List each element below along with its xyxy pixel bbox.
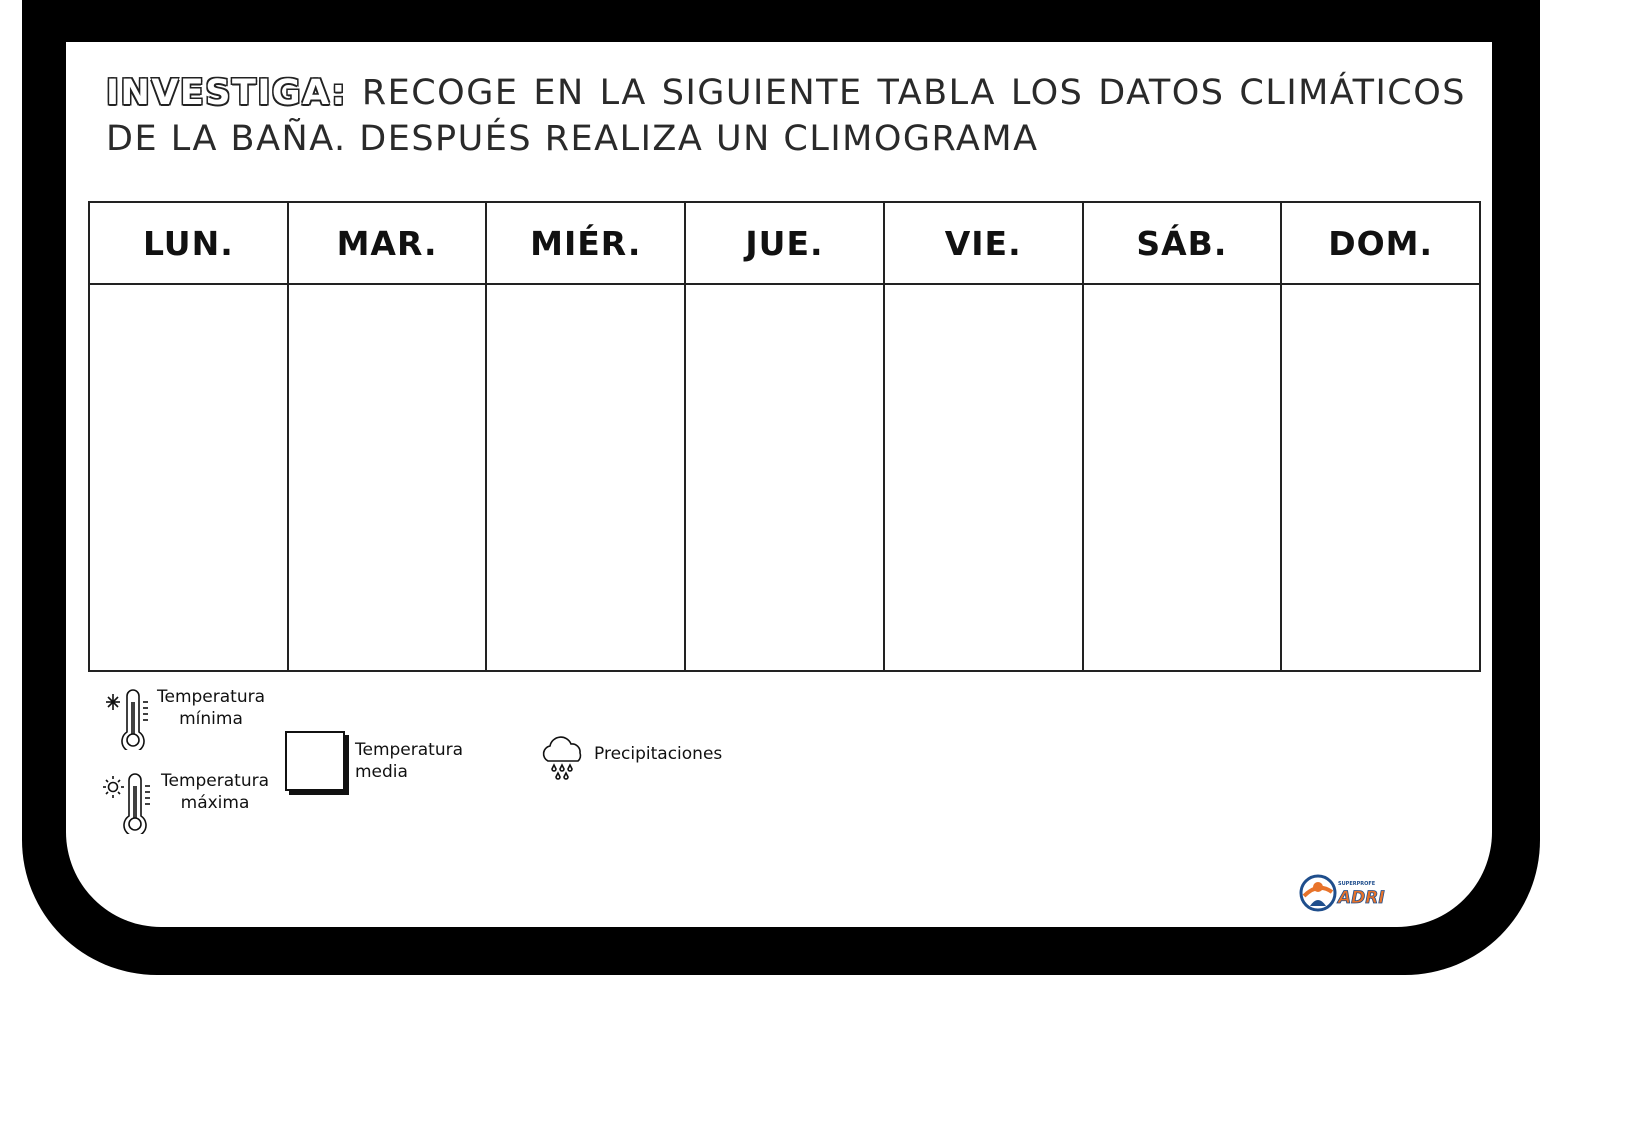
day-header-mar: MAR. [288, 202, 487, 284]
legend-precipitation [538, 735, 722, 781]
cell-jue[interactable] [685, 284, 884, 671]
frame-bottom-tab [329, 927, 569, 973]
day-header-lun: LUN. [89, 202, 288, 284]
legend-temp-max-line2: máxima [180, 793, 250, 813]
legend-temp-min-line1: Temperatura [157, 687, 266, 707]
title-instruction: RECOGE EN LA SIGUIENTE TABLA LOS DATOS CLIMÁTICOS DE LA BAÑA. DESPUÉS REALIZA UN CLIMOGRAMA [106, 73, 1466, 159]
cell-vie[interactable] [884, 284, 1083, 671]
weather-table [88, 201, 1481, 672]
square-swatch-icon [285, 731, 345, 791]
day-header-sab: SÁB. [1083, 202, 1282, 284]
day-header-mier: MIÉR. [486, 202, 685, 284]
day-header-vie: VIE. [884, 202, 1083, 284]
svg-text:ADRI: ADRI [1338, 888, 1385, 908]
cell-mier[interactable] [486, 284, 685, 671]
superprofe-adri-logo [1298, 872, 1390, 914]
cell-dom[interactable] [1281, 284, 1480, 671]
cell-lun[interactable] [89, 284, 288, 671]
legend-precipitation-label: Precipitaciones [594, 744, 723, 764]
legend-temp-media-line1: Temperatura [355, 740, 464, 760]
title-label: INVESTIGA: [106, 73, 347, 113]
svg-text:SUPERPROFE: SUPERPROFE [1338, 881, 1376, 887]
page-title [106, 70, 1466, 162]
day-header-dom: DOM. [1281, 202, 1480, 284]
legend-temp-min [103, 688, 265, 750]
cell-mar[interactable] [288, 284, 487, 671]
table-row [89, 284, 1480, 671]
legend-temp-max-line1: Temperatura [161, 771, 270, 791]
legend-temp-max [103, 772, 269, 834]
legend-temp-media [285, 731, 463, 791]
table-header-row [89, 202, 1480, 284]
thermometer-sun-icon [103, 772, 159, 834]
day-header-jue: JUE. [685, 202, 884, 284]
legend-temp-media-line2: media [355, 762, 408, 782]
legend-temp-min-line2: mínima [179, 709, 243, 729]
rain-cloud-icon [538, 735, 586, 781]
thermometer-snowflake-icon [103, 688, 155, 750]
cell-sab[interactable] [1083, 284, 1282, 671]
